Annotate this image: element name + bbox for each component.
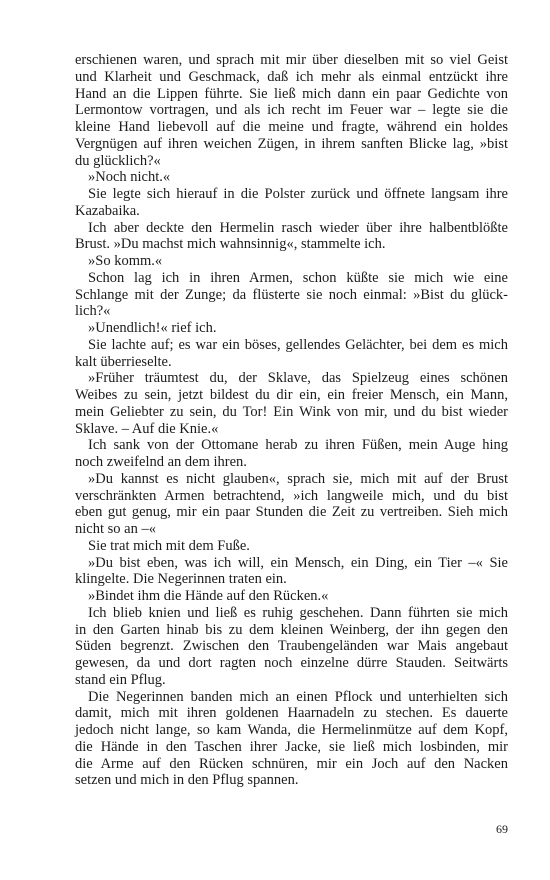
text-line: Süden begrenzt. Zwischen den Traubengeländen war Mais angebaut <box>75 638 508 655</box>
text-line: erschienen waren, und sprach mit mir über dieselben mit so viel Geist <box>75 52 508 68</box>
text-line: verschränkten Armen betrachtend, »ich langweile mich, und du bist <box>75 487 508 504</box>
text-line: »Du kannst es nicht glauben«, sprach sie, mich mit auf der Brust <box>88 470 508 487</box>
text-line: nicht so an –« <box>75 521 156 537</box>
text-line: »Du bist eben, was ich will, ein Mensch, ein Ding, ein Tier –« Sie <box>88 554 508 571</box>
text-line: Schlange mit der Zunge; da flüsterte sie noch einmal: »Bist du glück- <box>75 286 508 303</box>
text-line: Lermontow vortragen, und als ich recht im Feuer war – legte sie die <box>75 102 508 119</box>
text-line: Weibes zu sein, jetzt bildest du dir ein, ein freier Mensch, ein Mann, <box>75 387 508 403</box>
text-line: Sie legte sich hierauf in die Polster zurück und öffnete langsam ihre <box>88 186 508 202</box>
text-line: Vergnügen auf ihren weichen Zügen, in ihrem sanften Blicke lag, »bist <box>75 135 508 152</box>
text-line: noch zweifelnd an dem ihren. <box>75 454 247 470</box>
text-line: stand ein Pflug. <box>75 671 166 688</box>
text-line: klingelte. Die Negerinnen traten ein. <box>75 571 287 588</box>
paragraph <box>75 605 508 689</box>
paragraph <box>75 337 508 371</box>
paragraph <box>75 437 508 471</box>
paragraph <box>75 270 508 320</box>
text-line: »Bindet ihm die Hände auf den Rücken.« <box>88 588 329 604</box>
body-text <box>75 52 508 789</box>
text-line: die Hände in den Taschen ihrer Jacke, sie ließ mich losbinden, mir <box>75 738 508 755</box>
text-line: Ich sank von der Ottomane herab zu ihren Füßen, mein Auge hing <box>88 437 508 454</box>
paragraph <box>75 169 508 186</box>
paragraph <box>75 253 508 270</box>
text-line: Schon lag ich in ihren Armen, schon küßte sie mich wie eine <box>88 269 508 286</box>
paragraph <box>75 689 508 790</box>
page-number: 69 <box>496 822 508 836</box>
text-line: kalt überrieselte. <box>75 353 172 370</box>
paragraph <box>75 471 508 538</box>
text-line: Kazabaika. <box>75 202 140 219</box>
text-line: Sie trat mich mit dem Fuße. <box>88 537 250 554</box>
text-line: setzen und mich in den Pflug spannen. <box>75 772 299 789</box>
text-line: und Klarheit und Geschmack, daß ich mehr als einmal entzückt ihre <box>75 68 508 85</box>
paragraph <box>75 52 508 169</box>
text-line: Sklave. – Auf die Knie.« <box>75 420 219 437</box>
text-line: Sie lachte auf; es war ein böses, gellendes Gelächter, bei dem es mich <box>88 336 508 353</box>
text-line: eben gut genug, mir ein paar Stunden die Zeit zu vertreiben. Sieh mich <box>75 504 508 521</box>
text-line: Hand an die Lippen führte. Sie ließ mich dann ein paar Gedichte von <box>75 85 508 102</box>
text-line: kleine Hand liebevoll auf die meine und fragte, während ein holdes <box>75 119 508 135</box>
text-line: »So komm.« <box>88 253 163 269</box>
text-line: »Unendlich!« rief ich. <box>88 320 217 336</box>
text-line: du glücklich?« <box>75 152 161 169</box>
text-line: in den Garten hinab bis zu dem kleinen Weinberg, der ihn gegen den <box>75 621 508 638</box>
paragraph <box>75 555 508 589</box>
text-line: »Noch nicht.« <box>88 169 171 186</box>
text-line: jedoch nicht lange, so kam Wanda, die Hermelinmütze auf dem Kopf, <box>75 722 508 738</box>
text-line: Die Negerinnen banden mich an einen Pflock und unterhielten sich <box>88 688 508 705</box>
paragraph <box>75 370 508 437</box>
paragraph <box>75 320 508 337</box>
text-line: gewesen, da und dort ragten noch einzelne dürre Stauden. Seitwärts <box>75 655 508 671</box>
paragraph <box>75 220 508 254</box>
paragraph <box>75 538 508 555</box>
text-line: Ich blieb knien und ließ es ruhig geschehen. Dann führten sie mich <box>88 604 508 621</box>
text-line: Brust. »Du machst mich wahnsinnig«, stammelte ich. <box>75 236 386 253</box>
text-line: »Früher träumtest du, der Sklave, das Spielzeug eines schönen <box>88 370 508 387</box>
paragraph <box>75 588 508 605</box>
paragraph <box>75 186 508 220</box>
text-line: damit, mich mit ihren goldenen Haarnadeln zu stechen. Es dauerte <box>75 705 508 722</box>
text-line: lich?« <box>75 303 111 320</box>
text-line: mein Geliebter zu sein, du Tor! Ein Wink von mir, und du bist wieder <box>75 403 508 420</box>
text-line: Ich aber deckte den Hermelin rasch wieder über ihre halbentblößte <box>88 219 508 236</box>
text-line: die Arme auf den Rücken schnüren, mir ein Joch auf den Nacken <box>75 755 508 772</box>
